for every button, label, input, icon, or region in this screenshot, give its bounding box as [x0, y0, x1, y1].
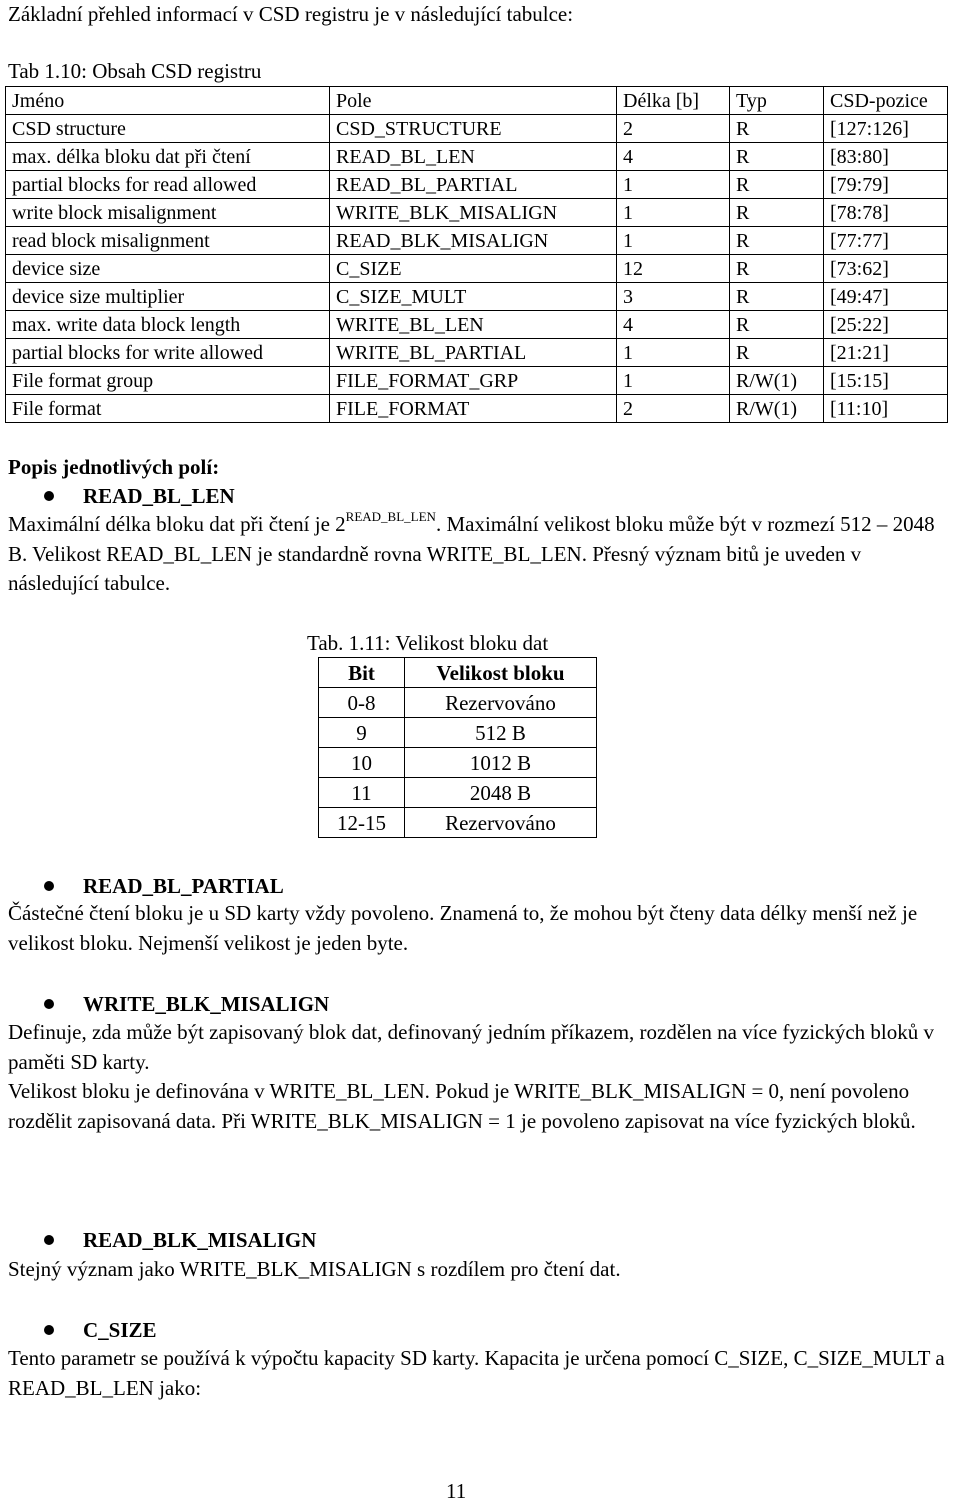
page-number: 11 — [446, 1479, 467, 1503]
cell-type: R — [730, 283, 824, 311]
cell-length: 1 — [617, 339, 730, 367]
section-read-bl-partial-title: READ_BL_PARTIAL — [44, 873, 54, 899]
section-write-blk-misalign-text2: Velikost bloku je definována v WRITE_BL_LEN. Pokud je WRITE_BLK_MISALIGN = 0, není povoleno rozdělit zapisovaná data. Při WRITE_BLK_MISALIGN = 1 je povoleno zapisovat na více fyzických bloků. — [8, 1079, 916, 1133]
cell-type: R — [730, 255, 824, 283]
section-read-bl-len-title: READ_BL_LEN — [44, 483, 54, 509]
cell-field: READ_BL_LEN — [330, 143, 617, 171]
cell-length: Délka [b] — [617, 87, 730, 115]
cell-length: 1 — [617, 227, 730, 255]
bullet-icon — [44, 881, 54, 891]
cell-length: 2 — [617, 115, 730, 143]
table-row — [319, 748, 597, 778]
cell-position: CSD-pozice — [824, 87, 948, 115]
cell-position: [21:21] — [824, 339, 948, 367]
table-row — [6, 339, 948, 367]
cell-position: [79:79] — [824, 171, 948, 199]
cell-bit: 10 — [319, 748, 405, 778]
cell-position: [73:62] — [824, 255, 948, 283]
cell-name: write block misalignment — [6, 199, 330, 227]
cell-position: [83:80] — [824, 143, 948, 171]
table-row — [6, 143, 948, 171]
cell-position: [127:126] — [824, 115, 948, 143]
cell-bit: 0-8 — [319, 688, 405, 718]
cell-length: 1 — [617, 199, 730, 227]
table-row — [6, 227, 948, 255]
table-row — [6, 283, 948, 311]
bullet-icon — [44, 1235, 54, 1245]
cell-name: File format group — [6, 367, 330, 395]
cell-field: FILE_FORMAT_GRP — [330, 367, 617, 395]
cell-field: WRITE_BLK_MISALIGN — [330, 199, 617, 227]
cell-type: R — [730, 311, 824, 339]
table-header-row — [6, 87, 948, 115]
section-c-size-text: Tento parametr se používá k výpočtu kapacity SD karty. Kapacita je určena pomocí C_SIZE, C_SIZE_MULT a READ_BL_LEN jako: — [8, 1346, 945, 1400]
cell-bit: 12-15 — [319, 808, 405, 838]
cell-name: max. write data block length — [6, 311, 330, 339]
table-row — [319, 808, 597, 838]
table2-header-bit: Bit — [319, 658, 405, 688]
cell-position: [15:15] — [824, 367, 948, 395]
cell-name: Jméno — [6, 87, 330, 115]
cell-name: partial blocks for write allowed — [6, 339, 330, 367]
table-row — [319, 718, 597, 748]
fields-heading: Popis jednotlivých polí: — [8, 455, 220, 479]
cell-type: R — [730, 199, 824, 227]
bullet-icon — [44, 491, 54, 501]
cell-length: 12 — [617, 255, 730, 283]
cell-type: R — [730, 227, 824, 255]
cell-field: READ_BLK_MISALIGN — [330, 227, 617, 255]
cell-block-size: Rezervováno — [405, 808, 597, 838]
cell-field: Pole — [330, 87, 617, 115]
cell-position: [49:47] — [824, 283, 948, 311]
csd-register-table — [5, 86, 948, 423]
table-row — [6, 171, 948, 199]
cell-length: 4 — [617, 143, 730, 171]
table-row — [6, 199, 948, 227]
table-row — [6, 395, 948, 423]
cell-length: 1 — [617, 367, 730, 395]
cell-position: [77:77] — [824, 227, 948, 255]
cell-block-size: 1012 B — [405, 748, 597, 778]
section-write-blk-misalign-title: WRITE_BLK_MISALIGN — [44, 991, 54, 1017]
cell-name: CSD structure — [6, 115, 330, 143]
cell-position: [25:22] — [824, 311, 948, 339]
cell-name: partial blocks for read allowed — [6, 171, 330, 199]
cell-type: R/W(1) — [730, 367, 824, 395]
intro-text: Základní přehled informací v CSD registru je v následující tabulce: — [8, 2, 574, 26]
cell-block-size: 512 B — [405, 718, 597, 748]
cell-field: C_SIZE — [330, 255, 617, 283]
cell-field: CSD_STRUCTURE — [330, 115, 617, 143]
table2-caption: Tab. 1.11: Velikost bloku dat — [307, 631, 549, 655]
cell-position: [11:10] — [824, 395, 948, 423]
cell-field: WRITE_BL_LEN — [330, 311, 617, 339]
section-read-blk-misalign-text: Stejný význam jako WRITE_BLK_MISALIGN s rozdílem pro čtení dat. — [8, 1257, 621, 1281]
section-read-bl-partial-text: Částečné čtení bloku je u SD karty vždy povoleno. Znamená to, že mohou být čteny data délky menší než je velikost bloku. Nejmenší velikost je jeden byte. — [8, 901, 918, 955]
bullet-icon — [44, 999, 54, 1009]
section-read-blk-misalign-title: READ_BLK_MISALIGN — [44, 1227, 54, 1253]
cell-type: R — [730, 339, 824, 367]
table-row — [6, 115, 948, 143]
table-row — [6, 311, 948, 339]
cell-bit: 9 — [319, 718, 405, 748]
section-read-bl-len-text: Maximální délka bloku dat při čtení je $2^{READ\_BL\_LEN}$. Maximální velikost bloku může být v rozmezí 512 – 2048 B. Velikost READ_BL_LEN je standardně rovna WRITE_BL_LEN. Přesný význam bitů je uveden v následující tabulce. — [8, 509, 935, 595]
cell-type: R — [730, 143, 824, 171]
cell-bit: 11 — [319, 778, 405, 808]
cell-length: 2 — [617, 395, 730, 423]
table-row — [6, 255, 948, 283]
cell-type: R — [730, 171, 824, 199]
cell-block-size: Rezervováno — [405, 688, 597, 718]
table-row — [319, 688, 597, 718]
table-row — [6, 367, 948, 395]
cell-length: 1 — [617, 171, 730, 199]
cell-length: 3 — [617, 283, 730, 311]
cell-name: File format — [6, 395, 330, 423]
cell-name: read block misalignment — [6, 227, 330, 255]
bullet-icon — [44, 1325, 54, 1335]
cell-type: R/W(1) — [730, 395, 824, 423]
cell-field: WRITE_BL_PARTIAL — [330, 339, 617, 367]
cell-block-size: 2048 B — [405, 778, 597, 808]
cell-field: FILE_FORMAT — [330, 395, 617, 423]
table2-header-size: Velikost bloku — [405, 658, 597, 688]
section-c-size-title: C_SIZE — [44, 1317, 54, 1343]
cell-field: READ_BL_PARTIAL — [330, 171, 617, 199]
cell-type: R — [730, 115, 824, 143]
cell-name: max. délka bloku dat při čtení — [6, 143, 330, 171]
cell-name: device size multiplier — [6, 283, 330, 311]
cell-type: Typ — [730, 87, 824, 115]
cell-field: C_SIZE_MULT — [330, 283, 617, 311]
block-size-table — [318, 657, 597, 838]
cell-name: device size — [6, 255, 330, 283]
section-write-blk-misalign-text1: Definuje, zda může být zapisovaný blok dat, definovaný jedním příkazem, rozdělen na více fyzických bloků v paměti SD karty. — [8, 1020, 935, 1074]
table1-caption: Tab 1.10: Obsah CSD registru — [8, 59, 262, 83]
cell-position: [78:78] — [824, 199, 948, 227]
table-row — [319, 778, 597, 808]
cell-length: 4 — [617, 311, 730, 339]
